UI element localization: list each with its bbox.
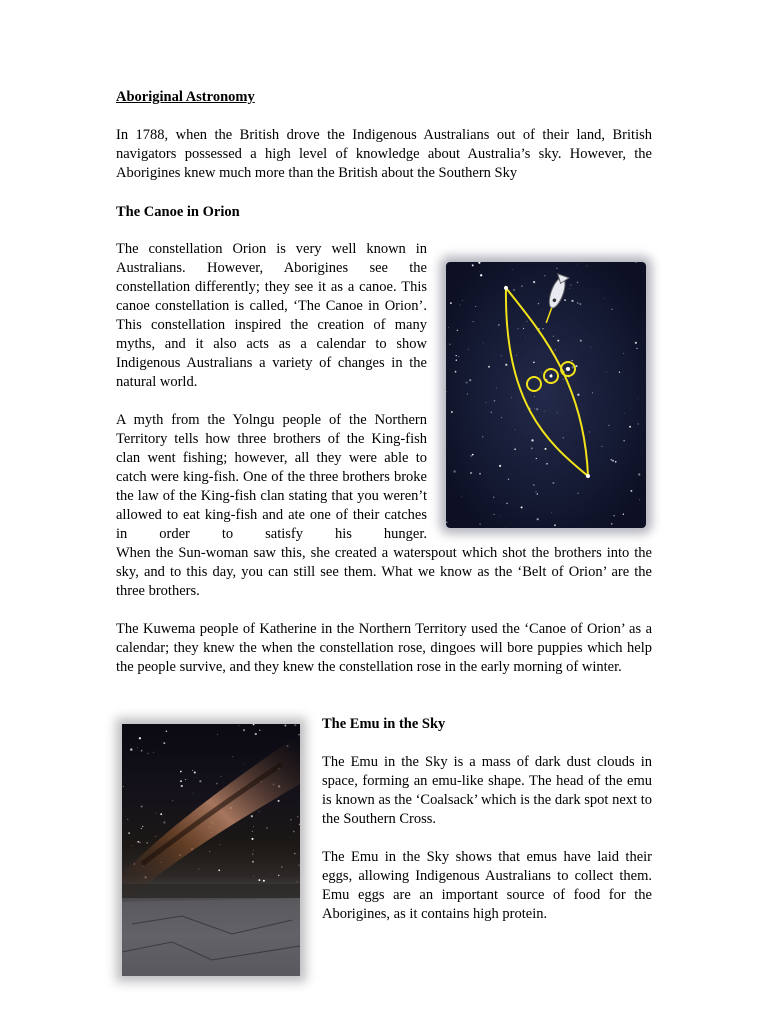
star <box>635 342 637 344</box>
star <box>281 866 283 868</box>
star <box>638 473 640 475</box>
star <box>636 348 637 349</box>
star <box>194 771 196 773</box>
star <box>546 463 548 465</box>
canoe-stern-star <box>586 474 590 478</box>
star <box>490 412 492 414</box>
star <box>475 306 476 307</box>
star <box>252 831 253 832</box>
star <box>217 734 218 735</box>
horizon-shrubs <box>122 884 300 898</box>
star <box>615 461 617 463</box>
milky-way-band <box>122 734 300 904</box>
star <box>166 731 167 732</box>
star <box>479 524 480 525</box>
star <box>552 482 554 484</box>
star <box>251 838 253 840</box>
star <box>639 499 640 500</box>
star <box>610 459 612 461</box>
star <box>498 324 500 326</box>
star <box>278 800 280 802</box>
star <box>181 785 183 787</box>
star <box>141 806 143 808</box>
star <box>551 374 552 375</box>
star <box>141 828 142 829</box>
star <box>521 506 523 508</box>
star <box>252 854 253 855</box>
section-heading-canoe: The Canoe in Orion <box>116 204 240 220</box>
star <box>580 340 582 342</box>
star <box>466 382 468 384</box>
star <box>518 328 519 329</box>
section-heading-emu: The Emu in the Sky <box>322 716 446 732</box>
star <box>450 302 452 304</box>
star <box>298 864 299 865</box>
star <box>578 493 579 494</box>
star <box>258 879 260 881</box>
star <box>568 364 569 365</box>
star <box>591 347 592 348</box>
star <box>193 793 194 794</box>
star <box>577 394 579 396</box>
star <box>448 327 449 328</box>
star <box>243 729 245 731</box>
star <box>297 816 298 817</box>
star <box>462 300 463 301</box>
star <box>501 355 502 356</box>
canoe-paragraph-2: A myth from the Yolngu people of the Northern Territory tells how three brothers of the King-fish clan went fishing; however, all they were able to catch were king-fish. One of the three brothers broke the law of the King-fish clan stating that you weren’t allowed to eat king-fish and ate one of their catches in order to satisfy his hunger. <box>116 412 427 542</box>
star <box>253 850 254 851</box>
star <box>461 496 462 497</box>
star <box>294 724 296 726</box>
star <box>494 400 496 402</box>
star <box>533 362 535 364</box>
star <box>525 337 526 338</box>
star <box>606 371 607 372</box>
star <box>479 272 480 273</box>
star <box>541 372 542 373</box>
star <box>198 868 199 869</box>
star <box>263 880 265 882</box>
star <box>531 439 533 441</box>
star <box>137 841 139 843</box>
star <box>514 448 516 450</box>
star <box>488 366 490 368</box>
star <box>293 831 295 833</box>
star <box>612 460 614 462</box>
star <box>156 836 157 837</box>
star <box>209 851 210 852</box>
star <box>505 364 507 366</box>
star <box>238 725 239 726</box>
star <box>580 303 582 305</box>
star <box>623 353 624 354</box>
star <box>266 828 267 829</box>
star <box>623 514 624 515</box>
star <box>127 819 128 820</box>
star <box>638 398 639 399</box>
star <box>142 826 143 827</box>
star <box>499 516 500 517</box>
star <box>501 417 502 418</box>
star <box>221 776 222 777</box>
star <box>451 411 453 413</box>
star <box>290 819 291 820</box>
star <box>472 264 474 266</box>
star <box>586 265 587 266</box>
star <box>470 472 472 474</box>
star <box>557 340 559 342</box>
star <box>638 423 639 424</box>
star <box>553 336 554 337</box>
canoe-paragraph-2-continued: When the Sun-woman saw this, she created a waterspout which shot the brothers into the sky, and to this day, you can still see them. What we know as the ‘Belt of Orion’ are the three brothers. <box>116 545 652 599</box>
star <box>544 275 545 276</box>
star <box>141 750 143 752</box>
star-field <box>446 262 640 528</box>
star <box>536 458 537 459</box>
star <box>480 274 482 276</box>
star <box>515 429 516 430</box>
star <box>533 484 534 485</box>
star <box>554 524 556 526</box>
belt-star <box>566 367 570 371</box>
star <box>611 309 612 310</box>
star <box>139 841 141 843</box>
star <box>192 770 193 771</box>
star <box>131 845 132 846</box>
star <box>483 343 484 344</box>
star <box>456 355 457 356</box>
star <box>544 448 546 450</box>
star <box>243 764 244 765</box>
star <box>128 832 130 834</box>
star <box>512 269 513 270</box>
star <box>220 844 221 845</box>
star <box>153 752 154 753</box>
belt-star <box>550 375 553 378</box>
star <box>506 503 508 505</box>
star <box>137 747 138 748</box>
milky-way-image <box>122 724 300 976</box>
star <box>629 426 631 428</box>
star <box>604 298 605 299</box>
star <box>531 447 533 449</box>
canoe-paragraph-3: The Kuwema people of Katherine in the Northern Territory used the ‘Canoe of Orion’ as a calendar; they knew the when the constellation rose, dingoes will bore puppies which help the people survive, and they knew the constellation rose in the early morning of winter. <box>116 621 652 675</box>
star <box>479 473 481 475</box>
belt-star-circle-1 <box>527 377 541 391</box>
star <box>577 282 579 284</box>
star <box>619 372 620 373</box>
star <box>571 300 573 302</box>
star <box>180 780 182 782</box>
star <box>496 388 497 389</box>
star <box>623 440 624 441</box>
star <box>259 811 260 812</box>
star <box>508 479 509 480</box>
star <box>536 408 538 410</box>
star <box>455 371 457 373</box>
star <box>458 356 459 357</box>
star <box>494 514 495 515</box>
star <box>577 302 579 304</box>
star <box>485 402 486 403</box>
star <box>592 392 593 393</box>
dust-lane <box>142 764 282 864</box>
star <box>299 824 300 825</box>
star <box>453 470 455 472</box>
star <box>523 328 524 329</box>
star <box>608 425 610 427</box>
star <box>218 869 220 871</box>
star <box>468 349 469 350</box>
star <box>139 737 141 739</box>
star <box>232 756 233 757</box>
star <box>521 285 523 287</box>
emu-paragraph-1: The Emu in the Sky is a mass of dark dust clouds in space, forming an emu-like shape. The head of the emu is known as the ‘Coalsack’ which is the dark spot next to the Southern Cross. <box>322 754 652 827</box>
canoe-paragraph-1: The constellation Orion is very well known in Australians. However, Aborigines see the constellation differently; they see it as a canoe. This canoe constellation is called, ‘The Canoe in Orion’. This constellation inspired the creation of many myths, and it also acts as a calendar to show Indigenous Australians a variety of changes in the natural world. <box>116 241 427 390</box>
star <box>446 521 448 523</box>
star <box>123 786 124 787</box>
star <box>570 288 571 289</box>
star <box>564 299 566 301</box>
star <box>456 359 457 360</box>
star <box>577 264 578 265</box>
star <box>526 321 527 322</box>
star <box>148 753 149 754</box>
star <box>602 446 603 447</box>
star <box>572 366 574 368</box>
star <box>536 493 538 495</box>
star <box>478 262 480 264</box>
star <box>563 379 564 380</box>
star <box>163 742 165 744</box>
star <box>253 724 255 725</box>
star <box>537 518 539 520</box>
star <box>630 490 632 492</box>
star <box>534 396 535 397</box>
star <box>297 881 298 882</box>
star <box>163 821 165 823</box>
star <box>551 513 552 514</box>
star <box>555 349 556 350</box>
star <box>482 436 483 437</box>
star <box>472 454 474 456</box>
star <box>635 262 636 263</box>
star <box>467 393 468 394</box>
star <box>533 281 535 283</box>
star <box>572 360 573 361</box>
star <box>534 408 535 409</box>
star <box>284 725 286 727</box>
star <box>624 413 625 414</box>
rock-surface <box>122 898 300 976</box>
star <box>155 813 156 814</box>
star <box>505 527 506 528</box>
star <box>199 780 201 782</box>
star <box>253 876 254 877</box>
star <box>457 330 459 332</box>
star <box>146 842 148 844</box>
star <box>130 748 132 750</box>
star <box>499 465 501 467</box>
star <box>611 523 613 525</box>
star <box>259 730 260 731</box>
star <box>542 328 543 329</box>
star <box>278 875 279 876</box>
star <box>252 861 254 863</box>
star <box>469 379 471 381</box>
star <box>538 303 539 304</box>
star <box>472 321 473 322</box>
intro-paragraph: In 1788, when the British drove the Indigenous Australians out of their land, British navigators possessed a high level of knowledge about Australia’s sky. However, the Aborigines knew much more than the British about the Southern Sky <box>116 127 652 181</box>
star <box>251 815 253 817</box>
star <box>255 733 257 735</box>
star <box>576 365 578 367</box>
milky-way-illustration <box>122 724 300 976</box>
canoe-tip-star <box>504 286 508 290</box>
star <box>544 411 545 412</box>
star <box>513 289 515 291</box>
star <box>511 397 512 398</box>
star <box>563 437 564 438</box>
star <box>446 391 447 392</box>
star <box>185 779 186 780</box>
star <box>180 771 182 773</box>
star <box>589 431 590 432</box>
star <box>556 268 557 269</box>
star <box>172 800 173 801</box>
star <box>294 853 296 855</box>
emu-paragraph-2: The Emu in the Sky shows that emus have laid their eggs, allowing Indigenous Australians to collect them. Emu eggs are an important source of food for the Aborigines, as it contains high protein. <box>322 849 652 922</box>
star <box>160 813 162 815</box>
star <box>460 305 461 306</box>
star <box>516 355 517 356</box>
star <box>449 344 451 346</box>
star <box>216 783 218 785</box>
star <box>557 412 558 413</box>
star <box>613 515 614 516</box>
orion-canoe-image <box>446 262 646 528</box>
star <box>535 491 536 492</box>
star <box>253 826 254 827</box>
star <box>493 496 494 497</box>
document-title: Aboriginal Astronomy <box>116 89 255 105</box>
orion-canoe-illustration <box>446 262 646 528</box>
star <box>570 284 571 285</box>
